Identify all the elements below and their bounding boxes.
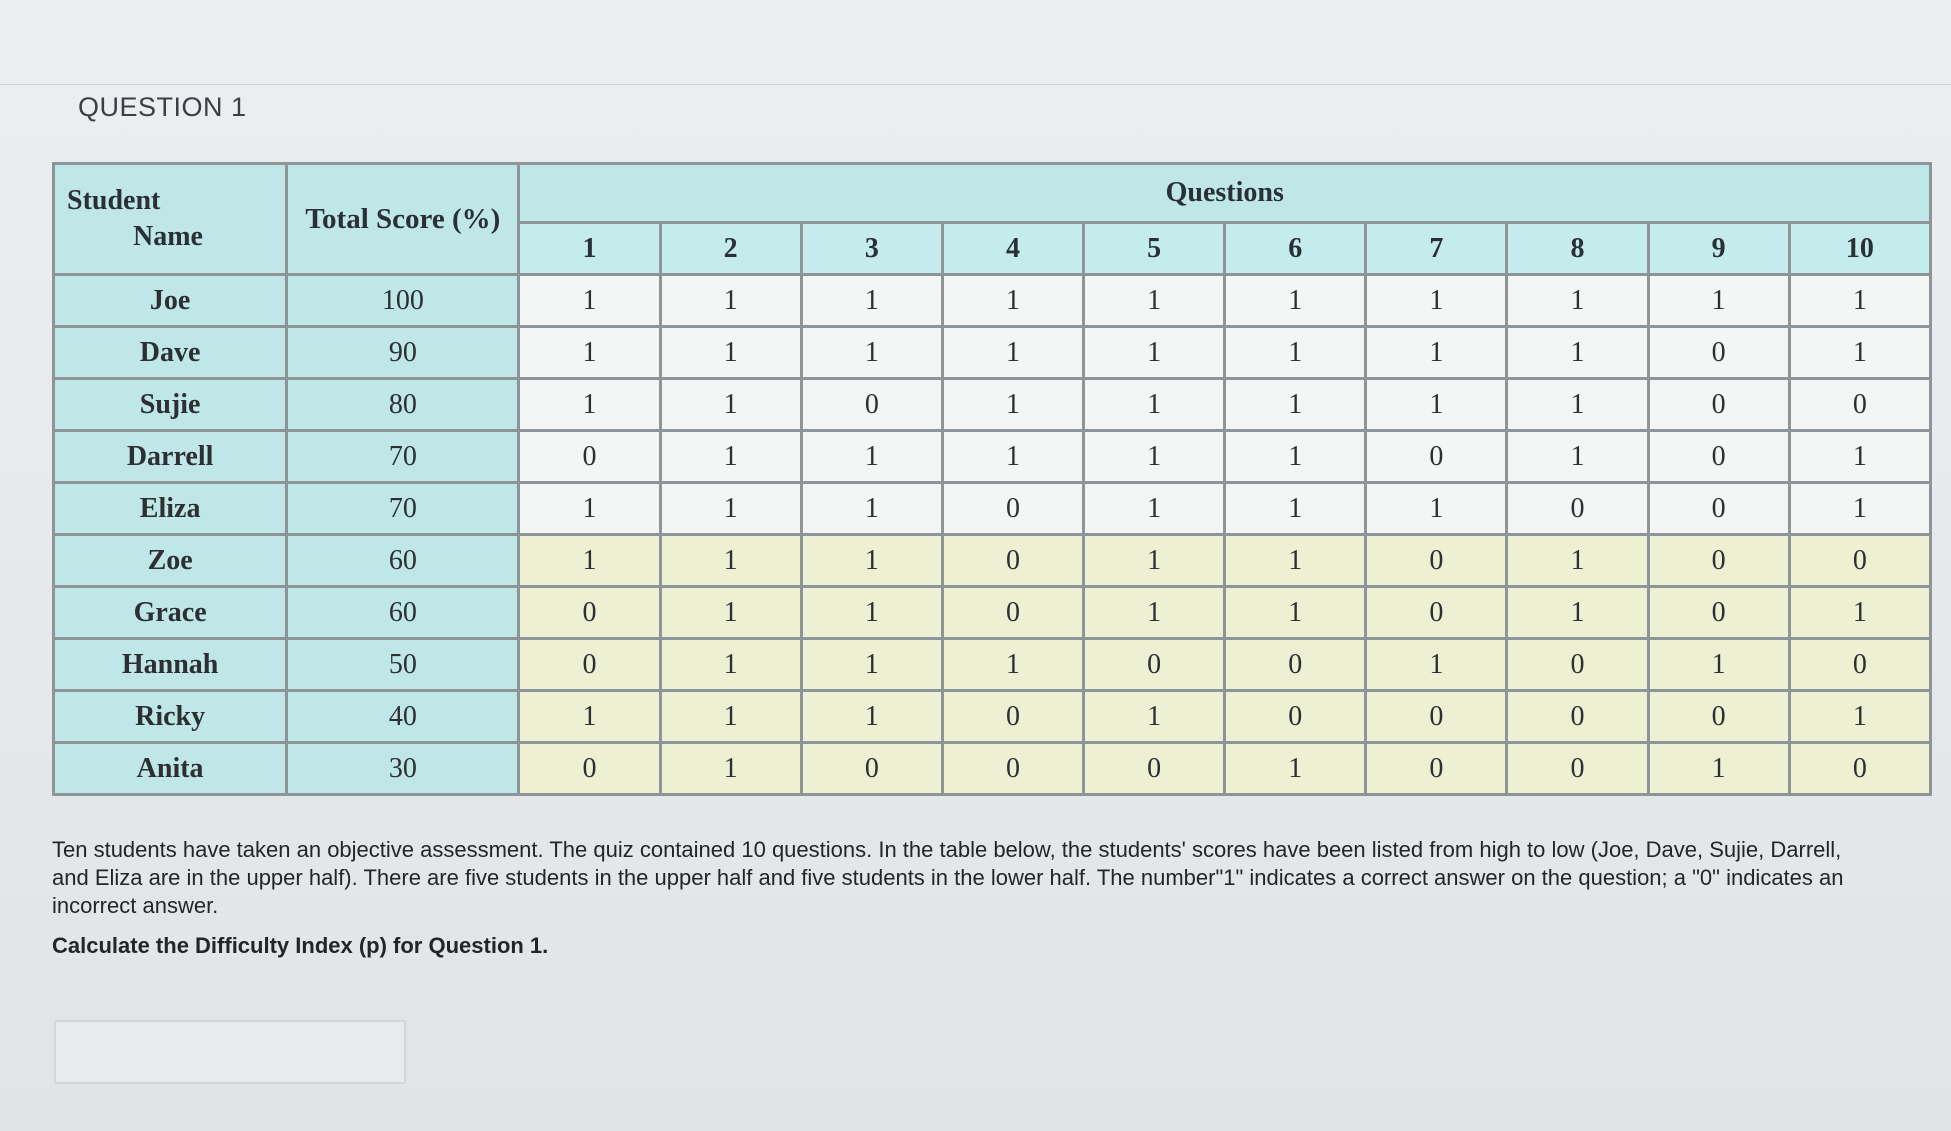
question-description	[52, 836, 1872, 962]
student-name-cell: Eliza	[54, 483, 287, 535]
score-table-body	[54, 275, 1931, 795]
student-row	[54, 691, 1931, 743]
answer-cell: 1	[519, 483, 660, 535]
answer-cell: 1	[1084, 431, 1225, 483]
total-score-cell: 30	[287, 743, 519, 795]
student-row	[54, 535, 1931, 587]
answer-cell: 0	[1648, 379, 1789, 431]
answer-cell: 1	[1225, 379, 1366, 431]
answer-cell: 1	[1084, 587, 1225, 639]
answer-cell: 1	[660, 691, 801, 743]
question-number-header: 5	[1084, 223, 1225, 275]
answer-cell: 0	[1366, 587, 1507, 639]
answer-cell: 1	[1507, 379, 1648, 431]
answer-cell: 0	[1648, 327, 1789, 379]
answer-cell: 0	[1366, 691, 1507, 743]
student-row	[54, 275, 1931, 327]
description-paragraph: Ten students have taken an objective assessment. The quiz contained 10 questions. In the table below, the students' scores have been listed from high to low (Joe, Dave, Sujie, Darrell, and Eliza are in the upper half). There are five students in the upper half and five students in the lower half. The number"1" indicates a correct answer on the question; a "0" indicates an incorrect answer.	[52, 837, 1844, 918]
answer-cell: 1	[942, 431, 1083, 483]
questions-header: Questions	[519, 164, 1931, 223]
total-score-cell: 60	[287, 587, 519, 639]
answer-cell: 1	[942, 379, 1083, 431]
answer-cell: 1	[1789, 587, 1930, 639]
answer-cell: 1	[1225, 587, 1366, 639]
answer-cell: 1	[1648, 275, 1789, 327]
student-name-cell: Zoe	[54, 535, 287, 587]
student-row	[54, 431, 1931, 483]
question-number-header: 3	[801, 223, 942, 275]
answer-cell: 1	[1084, 275, 1225, 327]
answer-cell: 1	[1507, 431, 1648, 483]
answer-cell: 0	[1648, 483, 1789, 535]
total-score-cell: 40	[287, 691, 519, 743]
question-number-header: 10	[1789, 223, 1930, 275]
question-number-header: 4	[942, 223, 1083, 275]
student-row	[54, 639, 1931, 691]
answer-cell: 1	[1225, 275, 1366, 327]
total-score-cell: 70	[287, 431, 519, 483]
answer-cell: 1	[660, 379, 801, 431]
answer-cell: 1	[1366, 379, 1507, 431]
answer-cell: 1	[942, 327, 1083, 379]
student-row	[54, 587, 1931, 639]
answer-cell: 1	[1225, 327, 1366, 379]
total-score-cell: 80	[287, 379, 519, 431]
total-score-cell: 90	[287, 327, 519, 379]
answer-cell: 1	[1789, 691, 1930, 743]
student-name-cell: Hannah	[54, 639, 287, 691]
answer-cell: 1	[1648, 743, 1789, 795]
answer-cell: 0	[1366, 431, 1507, 483]
answer-cell: 0	[942, 691, 1083, 743]
header-row	[54, 164, 1931, 223]
answer-cell: 1	[519, 691, 660, 743]
answer-cell: 1	[1789, 431, 1930, 483]
answer-cell: 1	[1084, 483, 1225, 535]
answer-cell: 1	[1084, 327, 1225, 379]
answer-cell: 1	[1789, 327, 1930, 379]
answer-cell: 0	[519, 587, 660, 639]
question-prompt: Calculate the Difficulty Index (p) for Question 1.	[52, 933, 549, 958]
student-name-cell: Joe	[54, 275, 287, 327]
answer-cell: 1	[801, 431, 942, 483]
answer-cell: 0	[942, 535, 1083, 587]
answer-cell: 1	[1084, 691, 1225, 743]
student-name-cell: Darrell	[54, 431, 287, 483]
answer-cell: 0	[942, 483, 1083, 535]
answer-cell: 0	[1225, 691, 1366, 743]
answer-cell: 0	[1648, 691, 1789, 743]
answer-cell: 0	[801, 743, 942, 795]
answer-cell: 0	[519, 743, 660, 795]
answer-cell: 1	[942, 275, 1083, 327]
answer-cell: 0	[801, 379, 942, 431]
question-number-header: 2	[660, 223, 801, 275]
answer-cell: 1	[801, 327, 942, 379]
answer-cell: 1	[1507, 535, 1648, 587]
total-score-cell: 100	[287, 275, 519, 327]
answer-cell: 1	[660, 431, 801, 483]
answer-cell: 1	[1225, 535, 1366, 587]
student-name-header-line1: Student	[67, 185, 161, 216]
answer-cell: 1	[519, 379, 660, 431]
score-table	[52, 162, 1932, 796]
answer-cell: 0	[1789, 743, 1930, 795]
student-name-header	[54, 164, 287, 275]
answer-cell: 1	[1366, 275, 1507, 327]
answer-cell: 1	[660, 327, 801, 379]
answer-cell: 1	[801, 639, 942, 691]
answer-cell: 1	[1507, 587, 1648, 639]
answer-cell: 1	[519, 535, 660, 587]
answer-cell: 1	[1366, 639, 1507, 691]
score-table-container	[52, 162, 1932, 796]
top-divider	[0, 84, 1951, 85]
answer-cell: 0	[942, 587, 1083, 639]
answer-cell: 1	[1225, 483, 1366, 535]
answer-cell: 1	[1084, 379, 1225, 431]
answer-cell: 1	[1366, 483, 1507, 535]
answer-cell: 0	[1648, 587, 1789, 639]
question-number-header: 9	[1648, 223, 1789, 275]
answer-cell: 1	[1366, 327, 1507, 379]
student-row	[54, 483, 1931, 535]
student-name-cell: Anita	[54, 743, 287, 795]
answer-cell: 0	[942, 743, 1083, 795]
answer-cell: 1	[801, 483, 942, 535]
answer-cell: 1	[1648, 639, 1789, 691]
question-heading: QUESTION 1	[78, 92, 247, 122]
answer-cell: 1	[801, 587, 942, 639]
answer-cell: 0	[1225, 639, 1366, 691]
answer-input[interactable]	[54, 1020, 406, 1084]
question-number-header: 8	[1507, 223, 1648, 275]
answer-cell: 1	[1225, 431, 1366, 483]
answer-cell: 1	[519, 275, 660, 327]
answer-cell: 0	[1366, 743, 1507, 795]
answer-cell: 1	[942, 639, 1083, 691]
total-score-cell: 60	[287, 535, 519, 587]
student-name-cell: Dave	[54, 327, 287, 379]
answer-cell: 1	[801, 535, 942, 587]
answer-cell: 1	[1507, 275, 1648, 327]
question-number-header: 6	[1225, 223, 1366, 275]
answer-cell: 0	[1084, 639, 1225, 691]
answer-cell: 0	[1507, 639, 1648, 691]
total-score-header: Total Score (%)	[287, 164, 519, 275]
answer-cell: 1	[660, 743, 801, 795]
answer-cell: 1	[1225, 743, 1366, 795]
answer-cell: 1	[660, 275, 801, 327]
answer-cell: 1	[801, 275, 942, 327]
answer-cell: 1	[1084, 535, 1225, 587]
student-name-cell: Ricky	[54, 691, 287, 743]
answer-cell: 0	[1366, 535, 1507, 587]
question-number-header: 7	[1366, 223, 1507, 275]
answer-cell: 0	[1507, 743, 1648, 795]
answer-cell: 1	[801, 691, 942, 743]
answer-cell: 1	[519, 327, 660, 379]
answer-cell: 0	[519, 431, 660, 483]
answer-cell: 0	[1789, 379, 1930, 431]
answer-cell: 0	[1789, 535, 1930, 587]
answer-cell: 0	[1789, 639, 1930, 691]
answer-cell: 0	[1084, 743, 1225, 795]
answer-cell: 0	[1648, 431, 1789, 483]
answer-cell: 0	[1507, 483, 1648, 535]
answer-cell: 1	[660, 639, 801, 691]
answer-cell: 1	[1789, 483, 1930, 535]
question-number-header: 1	[519, 223, 660, 275]
student-name-cell: Grace	[54, 587, 287, 639]
total-score-cell: 50	[287, 639, 519, 691]
student-row	[54, 379, 1931, 431]
answer-cell: 1	[660, 587, 801, 639]
student-row	[54, 743, 1931, 795]
answer-cell: 1	[1789, 275, 1930, 327]
answer-cell: 0	[519, 639, 660, 691]
total-score-cell: 70	[287, 483, 519, 535]
answer-cell: 1	[1507, 327, 1648, 379]
student-row	[54, 327, 1931, 379]
answer-cell: 1	[660, 535, 801, 587]
student-name-cell: Sujie	[54, 379, 287, 431]
student-name-header-line2: Name	[133, 221, 203, 252]
answer-cell: 1	[660, 483, 801, 535]
answer-cell: 0	[1507, 691, 1648, 743]
answer-cell: 0	[1648, 535, 1789, 587]
